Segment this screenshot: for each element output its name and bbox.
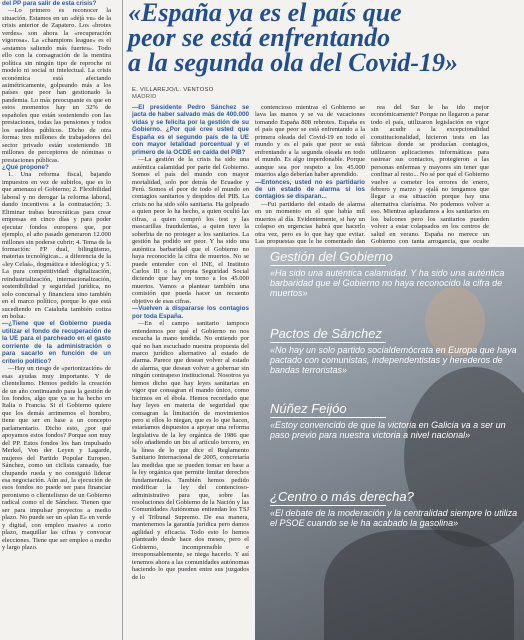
pull-quote-topic: Núñez Feijóo	[270, 401, 347, 416]
interview-question: —Entonces, usted no es partidario de un estado de alarma si los contagios se disparan...	[255, 178, 365, 201]
article-paragraph: —La gestión de la crisis ha sido una auténtica calamidad por parte del Gobierno. Somos el país del mundo con mayor mortalidad, solo por detrás de Ecuador y Perú. Somos el peor de todo el mundo en contagios sanitarios y despidos del PIB. La crisis no ha sido sólo sanitaria. Ha golpeado a quien peor lo ha hecho, a quien ocultó las cifras, a quien compró los test y las mascarillas fraudulentas, a quien tuvo la soberbia de no proteger a los sanitarios. La gestión ha podido ser peor. Y ha sido una auténtica barbaridad que el Gobierno no haya reconocido la cifra de muertos. No se puede entender con el INE, el Instituto Carlos III o la propia Seguridad Social diciendo que hay en torno a los 45.000 muertos. Vamos a plantear también una comisión que pueda hacer un recuento objetivo de esas cifras.	[132, 156, 249, 305]
column-divider	[122, 0, 123, 640]
pull-quote-text: «El debate de la moderación y la centralidad siempre lo utiliza el PSOE cuando se le ha acabado la gasolina»	[270, 508, 518, 528]
article-column-3	[255, 104, 365, 244]
article-column-1	[2, 0, 111, 640]
article-paragraph: —En el campo sanitario tampoco entendemos por qué el Gobierno no nos escucha la mano tendida. No entiendo por qué no han escuchado nuestra propuesta del marco jurídico alternativo al estado de alarma. Parece que desean volver al estado de alarma, que desean volver a gobernar sin ningún contrapeso institucional. Nosotros ya hemos dicho que hay leyes sanitarias en vigor que consagran el mando único, como hicimos en el ébola. Hemos recordado que hay leyes en materia de seguridad que consagran la limitación de movimientos pero si ellos lo niegan, que es lo que hacen, estaríamos dispuestos a apoyar una reforma legislativa de la ley orgánica de 1986 que sólo añadiendo un bis al artículo tercero, en la línea de lo que dice el Reglamento Sanitario Internacional de 2005, concretaría las medidas que se pueden tomar en base a la ley orgánica que permite limitar derechos fundamentales. También hemos pedido modificar la ley del contencioso-administrativo para que, sobre las resoluciones del Gobierno de la Nación y las Comunidades Autónomas entiendan los TSJ y el Tribunal Supremo. De esa manera, mantenemos la garantía jurídica pero damos agilidad y eficacia. Todo esto lo hemos planteado desde hace dos meses, pero el Gobierno, incomprensible e irresponsablemente, se niega hacerlo. Y así tenemos ahora a las comunidades autónomas haciendo lo que pueden entre sus juzgados de lo	[132, 320, 249, 581]
pull-quote-topic: Gestión del Gobierno	[270, 249, 393, 264]
article-paragraph: —Fui partidario del estado de alarma en un momento en el que había mil muertos al día. Evidentemente, si hay un colapso en urgencias habrá que hacerlo otra vez, pero es lo que hay que evitar. Las propuestas que le he comentado dan	[255, 200, 365, 244]
pull-quote-divider	[270, 505, 386, 506]
headline-line-3: a la segunda ola del Covid-19»	[128, 48, 459, 77]
headline-line-1: «España ya es el país que	[128, 0, 402, 27]
pull-quote-topic: ¿Centro o más derecha?	[270, 489, 414, 504]
byline-author: E. VILLAREJO/L. VENTOSO	[132, 87, 214, 93]
article-column-2	[132, 104, 249, 640]
interview-question: —El presidente Pedro Sánchez se jacta de haber salvado más de 400.000 vidas y se felicita por la gestión de su Gobierno. ¿Por qué cree usted que España es el segundo país de la UE con mayor letalidad porcentual y el primero de la OCDE en caída del PIB?	[132, 104, 249, 156]
article-column-4	[371, 104, 489, 244]
pull-quote-text: «Estoy convencido de que la victoria en Galicia va a ser un paso previo para nuestra victoria a nivel nacional»	[270, 420, 506, 440]
article-paragraph: —Lo primero es reconocer la situación. Estamos en un «déjà vu» de la crisis anterior de Zapatero. Los «brotes verdes» son ahora la «recuperación vigorosa». La «champions league» es el «estamos saliendo más fuertes». Todo ello con la consagración de la mentira política sin ningún tipo de reproche ni modelo ni social ni intelectual. La crisis económica está afectando asimétricamente, golpeando más a los países que peor han gestionado la pandemia. Lo más preocupante es que en estos momentos hay un 32% de españoles que están sosteniendo con las prestaciones, todas las pensiones y todos los sueldos públicos. Dicho de otra forma: tres millones de trabajadores del sector privado están sosteniendo 18 millones de perceptores de nóminas o prestaciones públicas.	[2, 7, 111, 164]
interview-question: ¿Qué propone?	[2, 163, 49, 171]
interview-question: del PP para salir de esta crisis?	[2, 0, 97, 7]
headline	[128, 0, 522, 75]
article-paragraph: —Hay un riesgo de «perionización» de esas ayudas muy importante. Y de clientelismo. Hemos pedido la creación de un año continuando para la gestión de los fondos, algo que ya se ha hecho en Italia o Francia. Si el Gobierno quiere que los demás arrimemos el hombro, tiene que ser en base a un concepto parlamentario. Dicho esto, ¿por qué apoyamos estos fondos? Porque son muy del PP. Estos fondos los han impulsado Merkel, Von der Leyen y Lagarde, mujeres del Partido Popular Europeo. Sánchez, como un ciclista cansado, fue chupando rueda y no consiguió liderar esa negociación. Aún así, la ejecución de esos fondos no puede ser para financiar peronismo o clientelismo de un Gobierno radical como el de Sánchez. Tienen que ser para impulsar proyectos a medio plazo. No puede ser un «plan E» en verde y digital, con empleo masivo a corto plazo, maquillar las cifras y convocar elecciones. Tiene que ser empleo a medio y largo plazo.	[2, 365, 111, 552]
pull-quote-divider	[270, 417, 386, 418]
pull-quote	[270, 327, 520, 375]
pull-quote	[270, 490, 520, 528]
photo-subject-body	[324, 530, 514, 640]
pull-quote-text: «Ha sido una auténtica calamidad. Y ha sido una auténtica barbaridad que el Gobierno no haya reconocido la cifra de muertos»	[270, 268, 505, 298]
pull-quote	[270, 250, 520, 298]
article-paragraph: rea del Sur le ha ido mejor económicamente? Porque no llegaron a parar todo el país, utilizaron legislación en vigor sin acudir a la excepcionalidad constitucionalidad, hicieron tests en las fábricas donde se producían contagios, utilizaron aplicaciones informáticas para rastrear sus contactos, protegieron a las personas enfermas y mayores sin tener que confinar al resto... No sé por qué el Gobierno vuelve a cometer los errores de enero, febrero y marzo y ojalá no tengamos que llegar a esa situación porque hay una alternativa clarísima. No podemos volver a eso. Mientras aplaudamos a los sanitarios en los balcones pero los sanitarios pueden volver a estar colapsados en los centros de salud en verano. España no merece un Gobierno con tanta arrogancia, que oculte	[371, 104, 489, 244]
pull-quote-text: «No hay un solo partido socialdemócrata en Europa que haya pactado con comunistas, independentistas y herederos de bandas terroristas»	[270, 345, 517, 375]
interview-photo	[255, 247, 524, 640]
interview-question: —Vuelven a dispararse los contagios por toda España.	[132, 305, 249, 320]
headline-line-2: peor se está enfrentando	[128, 23, 391, 52]
pull-quote	[270, 402, 520, 440]
article-paragraph: contencioso mientras el Gobierno se lava las manos y se va de vacaciones tomando España 808 rebrotes. España es el país que peor se está enfrentando a la primera oleada del Covid-19 en todo el mundo y es el país que peor se está enfrentando a la segunda oleada en todo el mundo. Es algo imperdonable. Porque aunque sea por respeto a los 45.000 muertos algo deberían haber aprendido.	[255, 104, 365, 179]
byline-location: MADRID	[132, 94, 157, 100]
byline	[132, 87, 342, 101]
pull-quote-divider	[270, 342, 386, 343]
interview-question: —¿Tiene que el Gobierno pueda utilizar el fondo de recuperación de la UE para el parcheado en el gasto corriente de la administración o para sacarlo en función de un criterio político?	[2, 320, 111, 365]
pull-quote-divider	[270, 265, 386, 266]
article-paragraph: 1. Una reforma fiscal, bajando impuestos en vez de subirlos, que es lo que amenaza el Gobierno; 2. Flexibilidad laboral y no derogar la reforma laboral, dando incentivos a la contratación; 3. Eliminar trabas burocráticas para crear empresas en cinco días y para poder ejecutar fondos europeos que, por ejemplo, el año pasado generaron 12.000 millones sin poderse cubrir; 4. Tema de la formación: FP dual, bilingüismo, materias tecnológicas... a diferencia de la «ley Celaá», dogmática e ideológica; y 5. La pura competitividad: digitalización, reindustrialización, internacionalización, sostenibilidad y seguridad jurídica, no solo concursal y financiera sino también en el marco político, porque lo que está sucediendo en Cataluña también cotiza en bolsa.	[2, 171, 111, 321]
pull-quote-topic: Pactos de Sánchez	[270, 326, 383, 341]
